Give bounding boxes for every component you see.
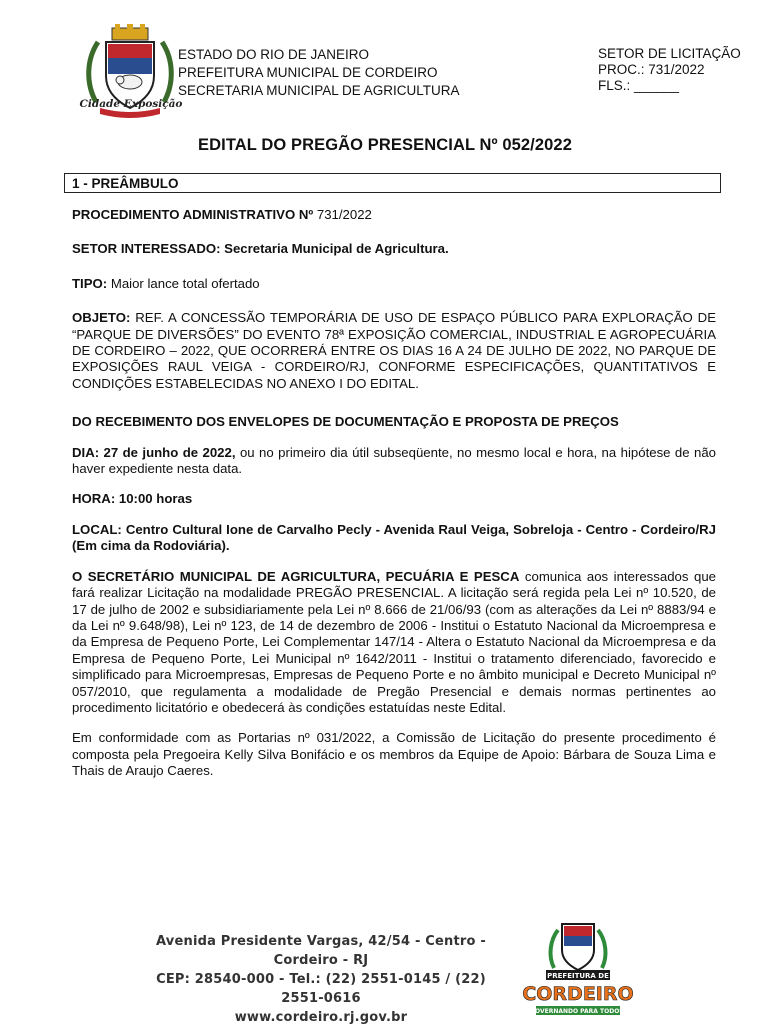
footer-contact: CEP: 28540-000 - Tel.: (22) 2551-0145 / (22) 2551-0616 — [156, 972, 486, 1006]
paragraph-objeto — [72, 310, 716, 392]
setor-label: SETOR INTERESSADO: — [72, 241, 221, 257]
hora-text: HORA: 10:00 horas — [72, 491, 193, 507]
secretario-label: O SECRETÁRIO MUNICIPAL DE AGRICULTURA, PECUÁRIA E PESCA — [72, 568, 520, 584]
cordeiro-logo-icon — [518, 920, 638, 1018]
logo-name-text: CORDEIRO — [522, 983, 634, 1005]
recebimento-heading: DO RECEBIMENTO DOS ENVELOPES DE DOCUMENTAÇÃO E PROPOSTA DE PREÇOS — [72, 414, 619, 430]
footer-address — [136, 932, 506, 1027]
header-sector: SETOR DE LICITAÇÃO — [598, 46, 741, 61]
paragraph-local — [72, 522, 716, 555]
tipo-value: Maior lance total ofertado — [107, 275, 260, 291]
objeto-label: OBJETO: — [72, 310, 131, 326]
section-heading-preambulo: 1 - PREÂMBULO — [64, 173, 721, 193]
paragraph-conformidade: Em conformidade com as Portarias nº 031/2022, a Comissão de Licitação do presente procedimento é composta pela Pregoeira Kelly Silva Bonifácio e os membros da Equipe de Apoio: Bárbara de Souza Lima e Thais de Araujo Caeres. — [72, 730, 716, 779]
header-process-info — [598, 46, 741, 94]
tipo-label: TIPO: — [72, 275, 108, 291]
secretario-value: comunica aos interessados que fará realizar Licitação na modalidade PREGÃO PRESENCIAL. A licitação será regida pela Lei nº 10.520, de 17 de julho de 2002 e subsidiariamente pela Lei nº 8.666 de 21/06/93 (com as alterações da Lei nº 8883/94 e da Lei nº 9.648/98), Lei nº 123, de 14 de dezembro de 2006 - Institui o Estatuto Nacional da Microempresa e da Empresa de Pequeno Porte, Lei Complementar 147/14 - Altera o Estatuto Nacional da Microempresa e da Empresa de Pequeno Porte, Lei Municipal nº 1642/2011 - Institui o tratamento diferenciado, favorecido e simplificado para Microempresas, Empresas de Pequeno Porte e no âmbito municipal e Decreto Municipal nº 057/2010, que regulamenta a modalidade de Pregão Presencial e demais normas pertinentes ao procedimento licitatório e obedecerá às condições estatuídas neste Edital. — [72, 568, 716, 715]
heading-recebimento — [72, 414, 716, 430]
header-prefecture: PREFEITURA MUNICIPAL DE CORDEIRO — [178, 65, 438, 80]
header-secretariat: SECRETARIA MUNICIPAL DE AGRICULTURA — [178, 83, 460, 98]
objeto-value: REF. A CONCESSÃO TEMPORÁRIA DE USO DE ESPAÇO PÚBLICO PARA EXPLORAÇÃO DE “PARQUE DE DIVERSÕES” DO EVENTO 78ª EXPOSIÇÃO COMERCIAL, INDUSTRIAL E AGROPECUÁRIA DE CORDEIRO – 2022, QUE OCORRERÁ ENTRE OS DIAS 16 A 24 DE JULHO DE 2022, NO PARQUE DE EXPOSIÇÕES RAUL VEIGA - CORDEIRO/RJ, CONFORME ESPECIFICAÇÕES, QUANTITATIVOS E CONDIÇÕES ESTABELECIDAS NO ANEXO I DO EDITAL. — [72, 310, 716, 391]
logo-tagline-text: GOVERNANDO PARA TODOS. — [530, 1008, 626, 1015]
procedimento-label: PROCEDIMENTO ADMINISTRATIVO Nº — [72, 207, 314, 222]
header-state: ESTADO DO RIO DE JANEIRO — [178, 47, 370, 62]
setor-value: Secretaria Municipal de Agricultura. — [220, 241, 449, 257]
footer-street: Avenida Presidente Vargas, 42/54 - Centro - Cordeiro - RJ — [156, 934, 486, 968]
paragraph-tipo — [72, 276, 716, 292]
local-text: LOCAL: Centro Cultural Ione de Carvalho Pecly - Avenida Raul Veiga, Sobreloja - Centro - Cordeiro/RJ (Em cima da Rodoviária). — [72, 521, 716, 554]
paragraph-secretario — [72, 569, 716, 717]
crest-caption: Cidade Exposição — [79, 98, 183, 110]
dia-label: DIA: 27 de junho de 2022, — [72, 444, 236, 460]
procedimento-value: 731/2022 — [313, 207, 372, 222]
document-body — [72, 207, 716, 780]
header-page-field: FLS.: ______ — [598, 78, 680, 93]
document-title: EDITAL DO PREGÃO PRESENCIAL Nº 052/2022 — [198, 136, 572, 154]
footer-website: www.cordeiro.rj.gov.br — [234, 1010, 408, 1025]
header-process-number: PROC.: 731/2022 — [598, 62, 705, 77]
paragraph-procedimento — [72, 207, 716, 223]
paragraph-dia — [72, 445, 716, 478]
paragraph-setor — [72, 241, 716, 257]
paragraph-hora — [72, 491, 716, 507]
header-institution — [178, 46, 460, 100]
logo-banner-text: PREFEITURA DE — [547, 972, 609, 980]
dia-value: ou no primeiro dia útil subseqüente, no mesmo local e hora, na hipótese de não haver expediente nesta data. — [72, 444, 717, 477]
